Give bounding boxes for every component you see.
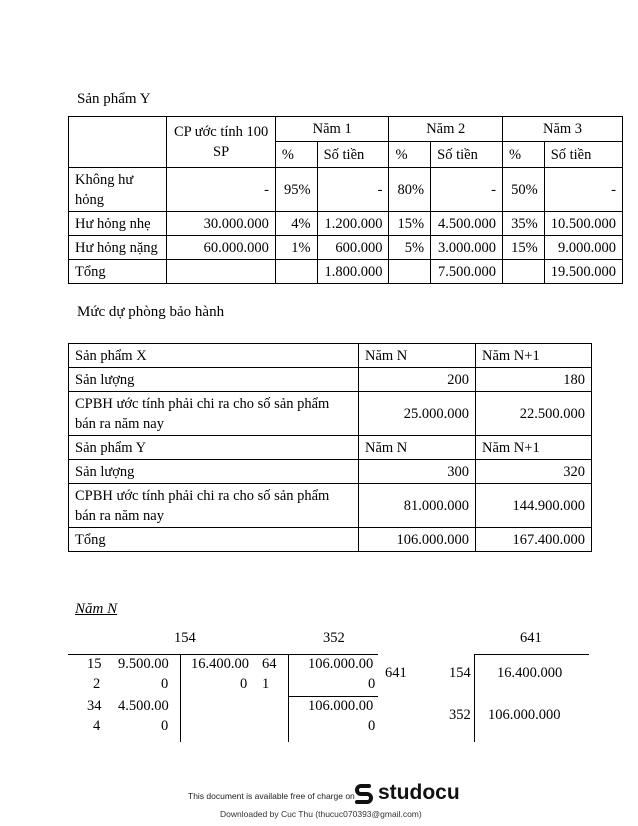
header-year1: Năm 1	[275, 117, 389, 142]
cell-amount: 10.500.000	[544, 212, 622, 236]
t352-credit: 0	[368, 718, 376, 734]
cell-amount: 4.500.000	[431, 212, 503, 236]
table-row	[69, 368, 592, 392]
t154-contra: 15	[87, 656, 102, 672]
header-pct: %	[275, 142, 317, 168]
header-year3: Năm 3	[503, 117, 623, 142]
cell-cp	[167, 260, 276, 284]
header-year2: Năm 2	[389, 117, 503, 142]
table-row	[69, 260, 623, 284]
table-san-pham-y	[68, 116, 623, 284]
t154-contra: 2	[93, 676, 101, 692]
cell-year-n1: 144.900.000	[476, 484, 592, 528]
table-row	[69, 436, 592, 460]
t352-credit: 106.000.00	[308, 698, 374, 714]
cell-amount: 600.000	[317, 236, 389, 260]
t154-credit: 16.400.00	[191, 656, 249, 672]
header-cp: CP ước tính 100 SP	[167, 117, 276, 168]
t641-contra: 154	[449, 665, 471, 681]
cell-year-n: 25.000.000	[359, 392, 476, 436]
table-row	[69, 344, 592, 368]
t-account-154-divider	[180, 654, 181, 742]
cell-year-n1: Năm N+1	[476, 436, 592, 460]
row-label: Không hư hỏng	[69, 168, 167, 212]
header-empty	[69, 117, 167, 168]
cell-year-n1: 22.500.000	[476, 392, 592, 436]
table-row	[69, 484, 592, 528]
t154-contra: 4	[93, 718, 101, 734]
cell-pct	[275, 260, 317, 284]
t641-debit: 16.400.000	[497, 665, 563, 681]
row-label: Hư hỏng nặng	[69, 236, 167, 260]
row-label: Sản phẩm Y	[69, 436, 359, 460]
cell-pct: 5%	[389, 236, 431, 260]
table-row	[69, 528, 592, 552]
cell-pct: 15%	[389, 212, 431, 236]
cell-pct	[503, 260, 545, 284]
section-title-nam-n: Năm N	[75, 601, 118, 617]
row-label: Sản lượng	[69, 368, 359, 392]
cell-year-n1: Năm N+1	[476, 344, 592, 368]
cell-year-n: 300	[359, 460, 476, 484]
t154-contra: 34	[87, 698, 102, 714]
row-label: Tổng	[69, 528, 359, 552]
studocu-logo-icon[interactable]	[353, 782, 375, 804]
cell-year-n1: 180	[476, 368, 592, 392]
cell-year-n: 106.000.000	[359, 528, 476, 552]
cell-amount: 9.000.000	[544, 236, 622, 260]
table-du-phong	[68, 343, 592, 552]
cell-cp: 30.000.000	[167, 212, 276, 236]
t154-debit: 0	[161, 676, 169, 692]
row-label: CPBH ước tính phải chi ra cho số sản phẩm bán ra năm nay	[69, 484, 359, 528]
table-row	[69, 236, 623, 260]
cell-pct: 1%	[275, 236, 317, 260]
table-row	[69, 168, 623, 212]
t-account-154-top-line	[68, 654, 288, 655]
row-label: CPBH ước tính phải chi ra cho số sản phẩm bán ra năm nay	[69, 392, 359, 436]
t-account-352-mid-line	[288, 696, 378, 697]
cell-amount: -	[317, 168, 389, 212]
header-amount: Số tiền	[431, 142, 503, 168]
table-row	[69, 392, 592, 436]
cell-cp: 60.000.000	[167, 236, 276, 260]
cell-amount: 1.200.000	[317, 212, 389, 236]
row-label: Hư hỏng nhẹ	[69, 212, 167, 236]
t641-contra: 352	[449, 707, 471, 723]
cell-year-n: Năm N	[359, 344, 476, 368]
t-account-641-divider	[474, 654, 475, 742]
row-label: Sản phẩm X	[69, 344, 359, 368]
cell-amount: 1.800.000	[317, 260, 389, 284]
cell-year-n: Năm N	[359, 436, 476, 460]
footer-downloaded-text: Downloaded by Cuc Thu (thucuc070393@gmail.com)	[220, 809, 422, 819]
cell-year-n1: 167.400.000	[476, 528, 592, 552]
cell-pct: 95%	[275, 168, 317, 212]
studocu-brand[interactable]: studocu	[378, 781, 460, 804]
t154-contra-right: 64	[262, 656, 277, 672]
cell-pct: 15%	[503, 236, 545, 260]
t154-credit: 0	[240, 676, 248, 692]
t-account-641-title: 641	[520, 630, 542, 646]
t-account-641-top-line	[474, 654, 589, 655]
cell-amount: 7.500.000	[431, 260, 503, 284]
cell-amount: 19.500.000	[544, 260, 622, 284]
footer-available-text: This document is available free of charge on	[188, 791, 355, 801]
cell-pct: 80%	[389, 168, 431, 212]
table-row	[69, 212, 623, 236]
t641-debit: 106.000.000	[488, 707, 561, 723]
cell-amount: -	[544, 168, 622, 212]
t154-debit: 0	[161, 718, 169, 734]
cell-pct: 50%	[503, 168, 545, 212]
section-title-du-phong: Mức dự phòng bảo hành	[77, 304, 225, 320]
t154-debit: 9.500.00	[118, 656, 169, 672]
t154-contra-right: 1	[262, 676, 270, 692]
cell-cp: -	[167, 168, 276, 212]
t-account-154-title: 154	[174, 630, 196, 646]
cell-year-n: 200	[359, 368, 476, 392]
t-account-352-title: 352	[323, 630, 345, 646]
header-amount: Số tiền	[544, 142, 622, 168]
row-label: Tổng	[69, 260, 167, 284]
header-pct: %	[389, 142, 431, 168]
cell-amount: -	[431, 168, 503, 212]
cell-amount: 3.000.000	[431, 236, 503, 260]
table-row	[69, 460, 592, 484]
t154-debit: 4.500.00	[118, 698, 169, 714]
row-label: Sản lượng	[69, 460, 359, 484]
cell-pct: 35%	[503, 212, 545, 236]
section-title-san-pham-y: Sản phẩm Y	[77, 91, 151, 107]
cell-year-n1: 320	[476, 460, 592, 484]
t352-contra-right: 641	[385, 665, 407, 681]
header-amount: Số tiền	[317, 142, 389, 168]
t-account-352-top-line	[288, 654, 378, 655]
cell-pct	[389, 260, 431, 284]
t-account-352-divider	[288, 654, 289, 742]
cell-year-n: 81.000.000	[359, 484, 476, 528]
t352-credit: 0	[368, 676, 376, 692]
header-pct: %	[503, 142, 545, 168]
cell-pct: 4%	[275, 212, 317, 236]
t352-credit: 106.000.00	[308, 656, 374, 672]
